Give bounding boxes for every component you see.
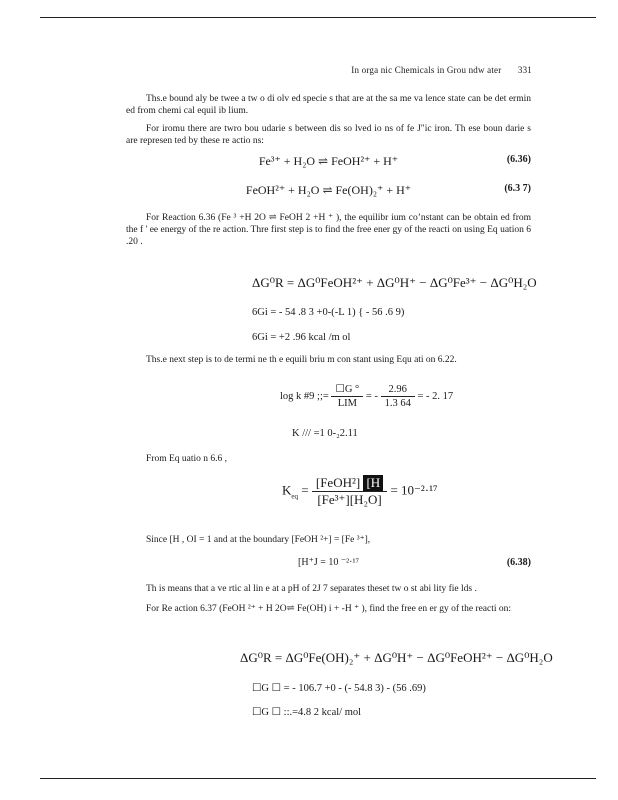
paragraph-text: Th is means that a ve rtic al lin e at a pH of 2J 7 separates theset tw o st abi lity fie lds . [146, 584, 477, 594]
log-k-fraction-1 [331, 383, 363, 410]
k-eq-symbol: K [282, 482, 292, 498]
fraction-denominator: LIM [337, 398, 357, 410]
log-k-equation [280, 383, 453, 410]
free-energy-2-calc-line-2: ☐G ☐ ::.=4.8 2 kcal/ mol [252, 707, 362, 718]
paragraph-text: For Reaction 6.36 (Fe ³ +H 2O ⇌ FeOH 2 +H ⁺ ), the equilibr ium coʼnstant can be obtain ed from the f ' ee energy of the re action. Thre first step is to find the free ener gy of the reacti on using Eq uation 6 .20 . [126, 213, 531, 247]
log-k-mid: = - [365, 391, 378, 403]
free-energy-calc-line-1: 6Gi = - 54 .8 3 +0-(-L 1) { - 56 .6 9) [252, 307, 405, 318]
fraction-numerator: [FeOH²] [H [312, 475, 387, 492]
paragraph-text: Since [H , OI = 1 and at the boundary [FeOH ²+] = [Fe ³⁺], [146, 535, 371, 545]
fraction-numerator: 2.96 [381, 383, 415, 397]
k-value-line: K /// =1 0-₂2.11 [292, 428, 358, 439]
fraction-numerator: ☐G ° [331, 383, 363, 397]
paragraph-text: Ths.e next step is to de termi ne th e equili briu m con stant using Equ ati on 6.22. [146, 355, 457, 365]
paragraph-text: For Re action 6.37 (FeOH ²⁺ + H 2O⇌ Fe(OH) i + -H ⁺ ), find the free en er gy of the reacti on: [146, 604, 512, 614]
k-eq-fraction [312, 475, 387, 509]
paragraph-2 [126, 124, 531, 148]
equation-number: (6.38) [506, 557, 531, 568]
paragraph-text: Ths.e bound aly be twee a tw o di olv ed specie s that are at the sa me va lence state can be det ermin ed from chemi cal equil ib lium. [126, 94, 531, 116]
log-k-result: = - 2. 17 [417, 391, 454, 403]
free-energy-2-calc-line-1: ☐G ☐ = - 106.7 +0 - (- 54.8 3) - (56 .69) [252, 683, 426, 694]
k-eq-equation: $K_{eq}$ = $\frac{\text{[FeOH²] [H}}{\text{[Fe³⁺][H₂O]}}$ = 10⁻²·¹⁷ [282, 475, 438, 508]
paragraph-8 [126, 604, 531, 616]
equation-number: (6.36) [506, 154, 531, 165]
page-number: 331 [517, 65, 532, 75]
paragraph-1 [126, 94, 531, 118]
running-header [351, 65, 532, 76]
log-k-left: log k #9 ;;= [280, 391, 329, 403]
equation-6-38 [126, 557, 531, 575]
free-energy-calc-line-2: 6Gi = +2 .96 kcal /m ol [252, 332, 351, 343]
paragraph-7 [126, 584, 531, 596]
fraction-denominator: 1.3 64 [384, 398, 411, 410]
paragraph-text: From Eq uatio n 6.6 , [146, 454, 228, 464]
paragraph-6 [126, 535, 531, 547]
equation-body: [H⁺J = 10 ⁻²·¹⁷ [298, 557, 359, 568]
bottom-rule [40, 778, 596, 779]
log-k-fraction-2 [381, 383, 415, 410]
equation-number: (6.3 7) [504, 183, 531, 194]
paragraph-3 [126, 213, 531, 249]
running-title: In orga nic Chemicals in Grou ndw ater [351, 65, 502, 75]
top-rule [40, 17, 596, 18]
k-eq-subscript: eq [291, 492, 298, 501]
free-energy-definition-2: ΔG⁰R = ΔG⁰Fe(OH)₂⁺ + ΔG⁰H⁺ − ΔG⁰FeOH²⁺ − ΔG⁰H₂O [240, 650, 553, 665]
paragraph-5 [126, 454, 531, 466]
paragraph-4 [126, 355, 531, 367]
k-eq-numerator-a: FeOH² [320, 475, 356, 490]
k-eq-result: = 10⁻²·¹⁷ [390, 482, 438, 498]
paragraph-text: For iromu there are twro bou udarie s between dis so lved io ns of fe J"ic iron. Th ese boun darie s are represen ted by these re actio ns: [126, 124, 531, 146]
k-eq-numerator-b: [H [363, 475, 383, 491]
equation-body: FeOH²⁺ + H₂O ⇌ Fe(OH)₂⁺ + H⁺ [245, 183, 412, 197]
equation-6-37 [126, 183, 531, 201]
equation-6-36 [126, 154, 531, 172]
equation-body: Fe³⁺ + H₂O ⇌ FeOH²⁺ + H⁺ [258, 154, 399, 168]
fraction-denominator: [Fe³⁺][H₂O] [317, 492, 382, 508]
free-energy-definition: ΔG⁰R = ΔG⁰FeOH²⁺ + ΔG⁰H⁺ − ΔG⁰Fe³⁺ − ΔG⁰H₂O [252, 275, 537, 290]
